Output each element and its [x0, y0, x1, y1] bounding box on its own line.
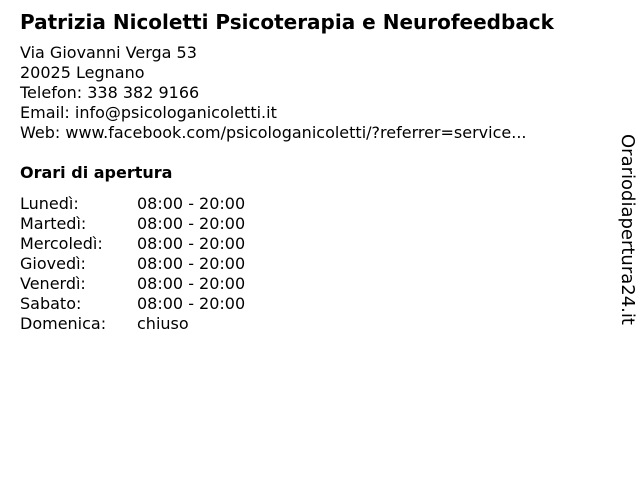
day-label: Sabato: [20, 294, 82, 313]
time-value: 08:00 - 20:00 [137, 294, 246, 313]
phone-number: Telefon: 338 382 9166 [20, 83, 200, 102]
time-value: 08:00 - 20:00 [137, 194, 246, 213]
time-value: 08:00 - 20:00 [137, 254, 246, 273]
time-value: chiuso [137, 314, 189, 333]
day-label: Lunedì: [20, 194, 79, 213]
hours-heading: Orari di apertura [20, 163, 173, 182]
watermark-brand [613, 134, 638, 325]
time-value: 08:00 - 20:00 [137, 274, 246, 293]
business-name: Patrizia Nicoletti Psicoterapia e Neurofeedback [20, 10, 554, 34]
street-address: Via Giovanni Verga 53 [20, 43, 197, 62]
day-label: Giovedì: [20, 254, 86, 273]
time-value: 08:00 - 20:00 [137, 234, 246, 253]
website-link: Web: www.facebook.com/psicologanicoletti/?referrer=service... [20, 123, 527, 142]
day-label: Venerdì: [20, 274, 86, 293]
email-address: Email: info@psicologanicoletti.it [20, 103, 277, 122]
day-label: Mercoledì: [20, 234, 103, 253]
time-value: 08:00 - 20:00 [137, 214, 246, 233]
day-label: Martedì: [20, 214, 87, 233]
contact-info [20, 43, 526, 143]
day-label: Domenica: [20, 314, 107, 333]
city-postcode: 20025 Legnano [20, 63, 145, 82]
watermark-text: Orariodiapertura24.it [617, 134, 638, 325]
